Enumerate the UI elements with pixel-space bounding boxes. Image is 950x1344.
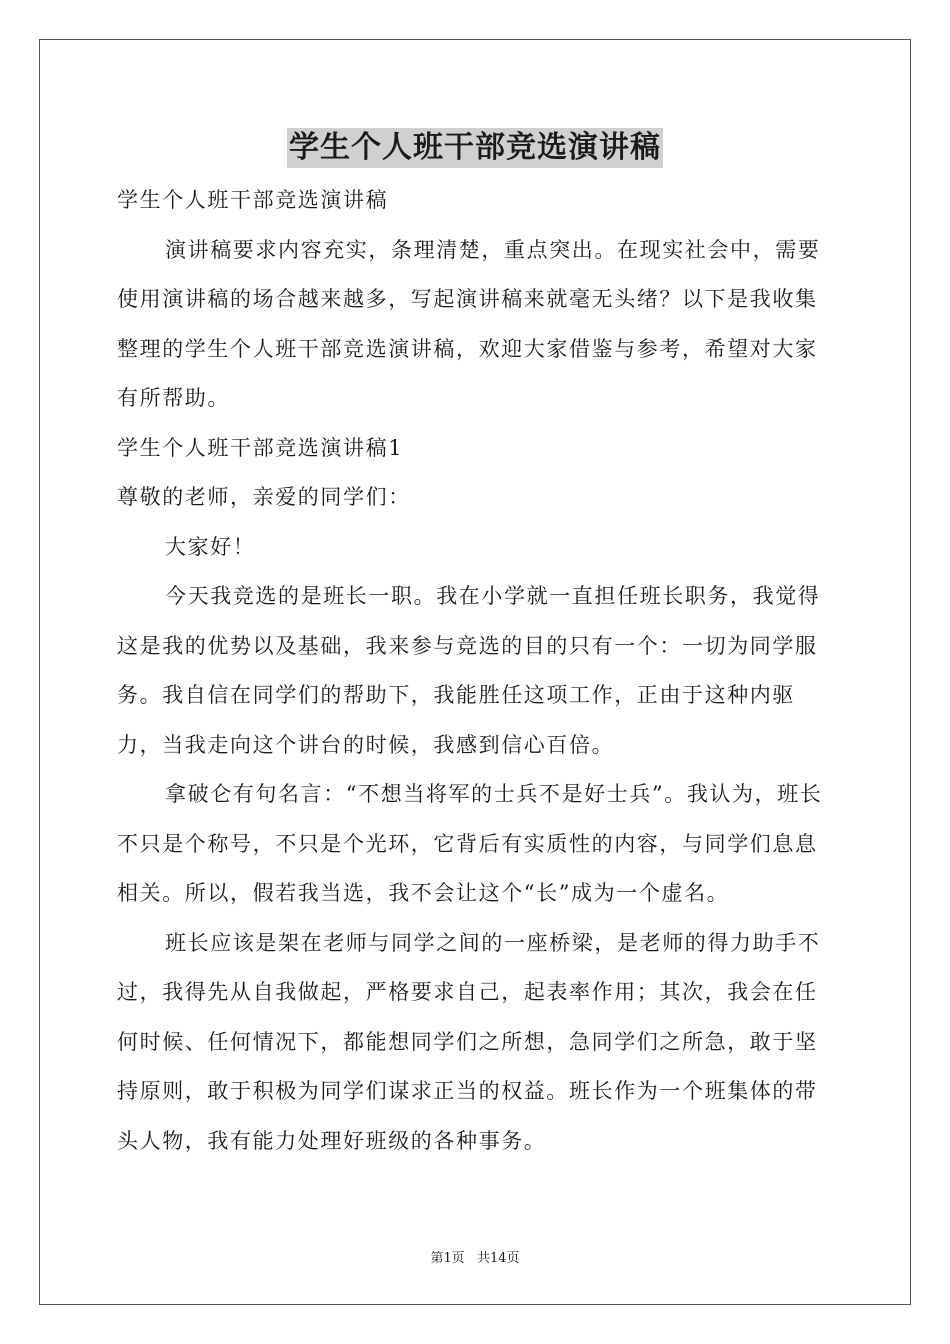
page-number: 第1页	[430, 1251, 465, 1266]
paragraph: 演讲稿要求内容充实，条理清楚，重点突出。在现实社会中，需要使用演讲稿的场合越来越多，写起演讲稿来就毫无头绪？以下是我收集整理的学生个人班干部竞选演讲稿，欢迎大家借鉴与参考，希望对大家有所帮助。	[117, 237, 821, 410]
paragraph: 尊敬的老师，亲爱的同学们：	[117, 485, 411, 509]
page-total: 共14页	[476, 1251, 520, 1266]
page-footer	[0, 1247, 950, 1266]
paragraph: 学生个人班干部竞选演讲稿	[117, 188, 389, 212]
paragraph: 班长应该是架在老师与同学之间的一座桥梁，是老师的得力助手不过，我得先从自我做起，严格要求自己，起表率作用；其次，我会在任何时候、任何情况下，都能想同学们之所想，急同学们之所急，敢于坚持原则，敢于积极为同学们谋求正当的权益。班长作为一个班集体的带头人物，我有能力处理好班级的各种事务。	[117, 930, 821, 1153]
title-container	[0, 128, 950, 168]
paragraph: 大家好！	[165, 534, 256, 559]
document-title: 学生个人班干部竞选演讲稿	[287, 128, 663, 168]
paragraph: 今天我竞选的是班长一职。我在小学就一直担任班长职务，我觉得这是我的优势以及基础，我来参与竞选的目的只有一个：一切为同学服务。我自信在同学们的帮助下，我能胜任这项工作，正由于这种内驱力，当我走向这个讲台的时候，我感到信心百倍。	[117, 584, 821, 757]
paragraph: 学生个人班干部竞选演讲稿1	[117, 435, 404, 460]
document-body	[117, 176, 833, 1166]
paragraph: 拿破仑有句名言：“不想当将军的士兵不是好士兵”。我认为，班长不只是个称号，不只是个光环，它背后有实质性的内容，与同学们息息相关。所以，假若我当选，我不会让这个“长”成为一个虚名。	[117, 782, 823, 905]
